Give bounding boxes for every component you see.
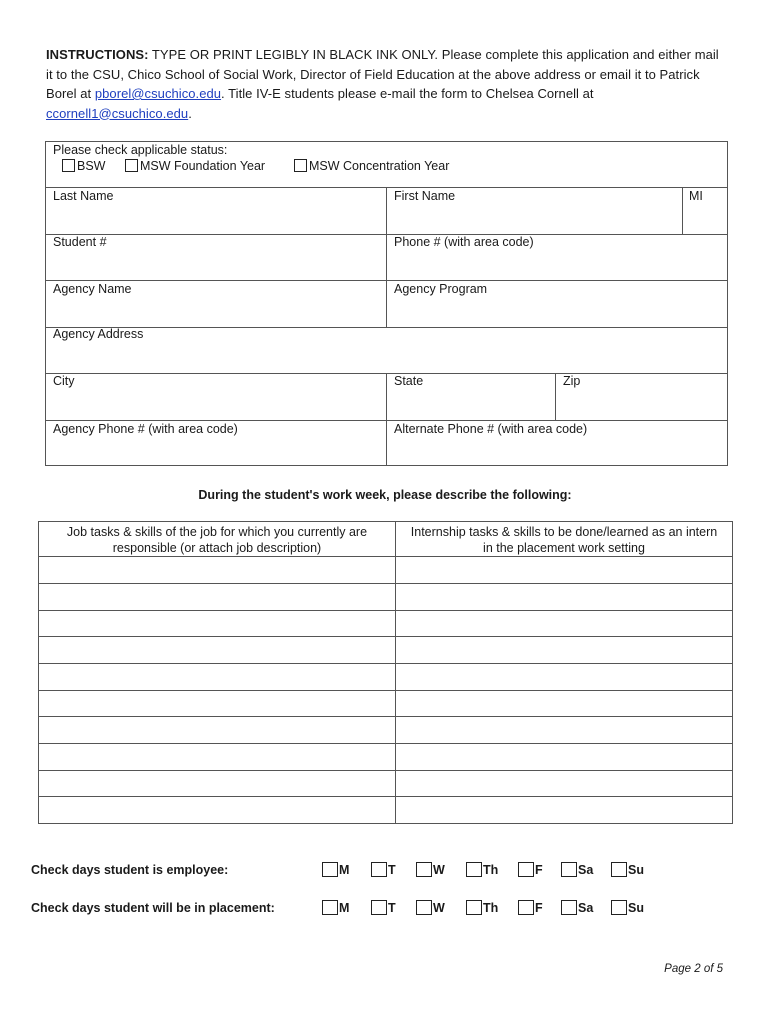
grid-divider [555,373,556,420]
employee-day-sa[interactable] [561,862,593,877]
placement-day-sa[interactable] [561,900,593,915]
instructions-label: INSTRUCTIONS: [46,47,149,62]
checkbox-icon[interactable] [371,900,387,915]
checkbox-icon[interactable] [416,862,432,877]
employee-day-t[interactable] [371,862,396,877]
day-label: M [339,863,350,877]
checkbox-icon[interactable] [611,900,627,915]
day-label: M [339,901,350,915]
student-info-grid [45,141,728,466]
grid-divider [46,327,727,328]
status-option-label: MSW Foundation Year [140,159,266,173]
table-row-line [39,663,732,664]
checkbox-icon[interactable] [125,159,138,172]
checkbox-icon[interactable] [416,900,432,915]
checkbox-icon[interactable] [518,900,534,915]
zip-field[interactable]: Zip [563,374,581,388]
placement-day-m[interactable] [322,900,349,915]
table-row-line [39,690,732,691]
table-row-line [39,610,732,611]
placement-day-w[interactable] [416,900,445,915]
agency-program-field[interactable]: Agency Program [394,282,488,296]
work-week-title: During the student's work week, please describe the following: [198,488,572,502]
day-label: W [433,863,445,877]
table-row-line [39,556,732,557]
employee-day-th[interactable] [466,862,498,877]
table-row-line [39,770,732,771]
table-row-line [39,743,732,744]
grid-divider [682,187,683,234]
checkbox-icon[interactable] [322,900,338,915]
status-option-bsw[interactable] [62,159,105,173]
status-option-label: MSW Concentration Year [309,159,450,173]
tasks-header-internship: Internship tasks & skills to be done/learned as an intern in the placement work setting [410,525,718,555]
employee-day-m[interactable] [322,862,349,877]
table-row-line [39,636,732,637]
checkbox-icon[interactable] [561,900,577,915]
placement-day-f[interactable] [518,900,543,915]
checkbox-icon[interactable] [322,862,338,877]
day-label: Sa [578,863,594,877]
checkbox-icon[interactable] [294,159,307,172]
agency-phone-field[interactable]: Agency Phone # (with area code) [53,422,238,436]
day-label: F [535,901,543,915]
instructions-text-1: TYPE OR PRINT LEGIBLY IN BLACK INK ONLY. Please complete this application and either mail it to the CSU, Chico School of Social Work, Director of Field Education at the above address or email it to Patrick Borel at [46,47,719,101]
checkbox-icon[interactable] [62,159,75,172]
email-link-ccornell[interactable]: ccornell1@csuchico.edu [46,105,189,121]
agency-address-field[interactable]: Agency Address [53,327,144,341]
instructions-text-3: . [188,105,192,121]
day-label: Th [483,863,499,877]
table-row-line [39,583,732,584]
placement-day-su[interactable] [611,900,644,915]
placement-day-th[interactable] [466,900,498,915]
employee-day-f[interactable] [518,862,543,877]
table-row-line [39,796,732,797]
page-number: Page 2 of 5 [664,963,723,975]
tasks-header-job: Job tasks & skills of the job for which you currently are responsible (or attach job description) [66,525,368,555]
day-label: Sa [578,901,594,915]
employee-day-su[interactable] [611,862,644,877]
placement-day-t[interactable] [371,900,396,915]
agency-name-field[interactable]: Agency Name [53,282,132,296]
email-link-pborel[interactable]: pborel@csuchico.edu [94,86,222,101]
instructions-paragraph [46,45,726,123]
checkbox-icon[interactable] [518,862,534,877]
grid-divider [386,373,387,466]
employee-days-label: Check days student is employee: [31,863,229,877]
checkbox-icon[interactable] [466,900,482,915]
table-row-line [39,716,732,717]
placement-days-label: Check days student will be in placement: [31,901,275,915]
status-prompt: Please check applicable status: [53,143,228,157]
tasks-table [38,521,733,824]
day-label: Su [628,863,644,877]
status-option-label: BSW [77,159,106,173]
checkbox-icon[interactable] [611,862,627,877]
status-option-msw-foundation[interactable] [125,159,265,173]
first-name-field[interactable]: First Name [394,189,456,203]
checkbox-icon[interactable] [371,862,387,877]
mi-field[interactable]: MI [689,189,703,203]
instructions-text-2: . Title IV-E students please e-mail the form to Chelsea Cornell at [221,86,594,101]
checkbox-icon[interactable] [466,862,482,877]
phone-field[interactable]: Phone # (with area code) [394,235,534,249]
city-field[interactable]: City [53,374,75,388]
day-label: W [433,901,445,915]
last-name-field[interactable]: Last Name [53,189,114,203]
checkbox-icon[interactable] [561,862,577,877]
day-label: F [535,863,543,877]
student-number-field[interactable]: Student # [53,235,107,249]
day-label: T [388,901,396,915]
day-label: Su [628,901,644,915]
grid-divider [386,187,387,327]
day-label: T [388,863,396,877]
state-field[interactable]: State [394,374,424,388]
alternate-phone-field[interactable]: Alternate Phone # (with area code) [394,422,588,436]
day-label: Th [483,901,499,915]
table-divider [395,522,396,823]
status-option-msw-concentration[interactable] [294,159,449,173]
employee-day-w[interactable] [416,862,445,877]
